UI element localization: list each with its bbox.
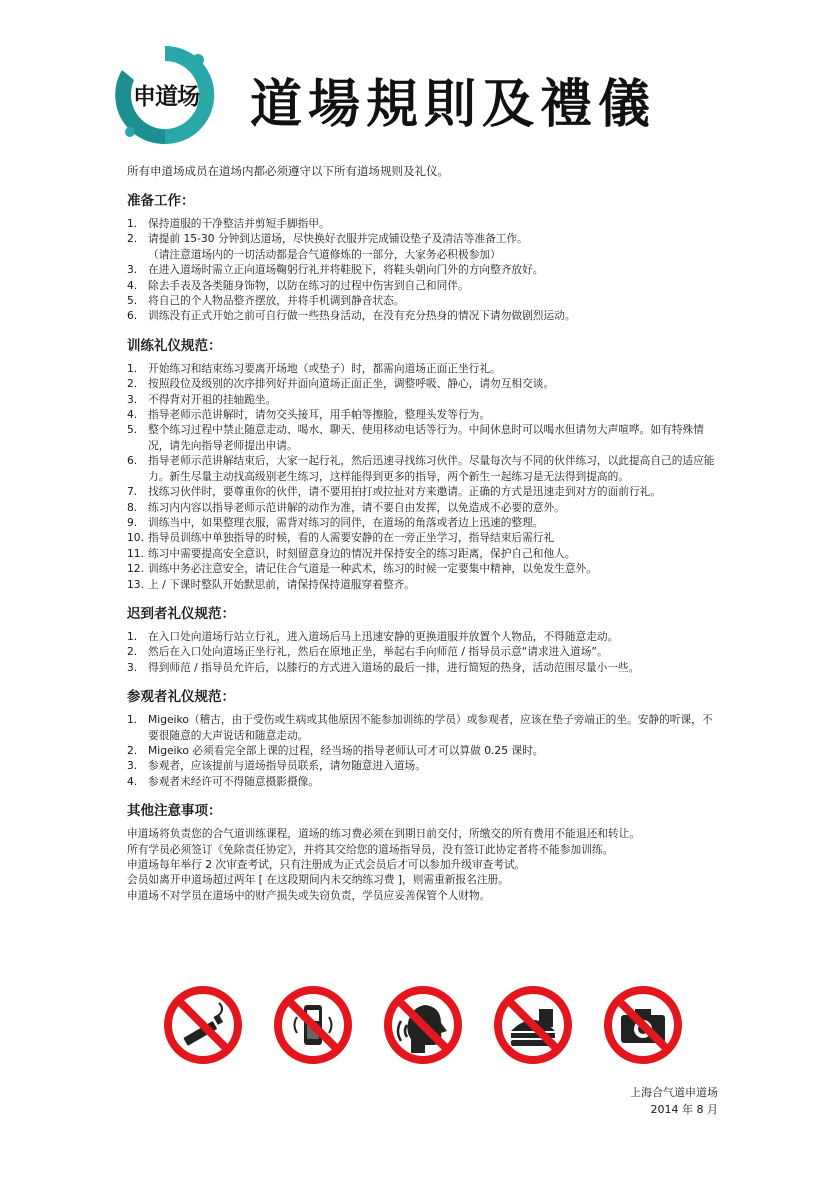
rule-number: 10. <box>127 531 144 545</box>
rule-item <box>127 629 717 644</box>
rule-text: 按照段位及级别的次序排列好并面向道场正面正坐，调整呼吸、静心，请勿互相交谈。 <box>148 377 555 391</box>
rule-text: 上 / 下课时整队开始默思前，请保持保持道服穿着整齐。 <box>148 577 415 591</box>
rule-text: 然后在入口处向道场正坐行礼，然后在原地正坐，举起右手向师范 / 指导员示意“请求进入道场”。 <box>148 645 608 659</box>
rule-text: 训练当中，如果整理衣服，需背对练习的同伴，在道场的角落或者边上迅速的整理。 <box>148 515 544 529</box>
no-phone-icon <box>273 985 353 1065</box>
rule-item <box>127 262 717 277</box>
rule-item <box>127 216 717 231</box>
logo-text: 申道场 <box>133 83 199 110</box>
footer-org: 上海合气道申道场 <box>630 1086 718 1099</box>
rule-text: 指导员训练中单独指导的时候，看的人需要安静的在一旁正坐学习，指导结束后需行礼 <box>148 531 555 545</box>
footer <box>630 1084 718 1118</box>
section-title: 迟到者礼仪规范： <box>127 605 235 622</box>
rule-list <box>127 712 717 789</box>
rule-number: 3. <box>127 263 138 277</box>
rule-text: 训练中务必注意安全，请记住合气道是一种武术，练习的时候一定要集中精神，以免发生意外。 <box>148 562 597 576</box>
rule-number: 2. <box>127 232 138 246</box>
rule-item <box>127 743 717 758</box>
rule-number: 6. <box>127 309 138 323</box>
rule-item <box>127 774 717 789</box>
rule-number: 1. <box>127 629 138 643</box>
rule-item <box>127 500 717 515</box>
rule-text: 在进入道场时需立正向道场鞠躬行礼并将鞋脱下，将鞋头朝向门外的方向整齐放好。 <box>148 263 544 277</box>
rule-item <box>127 231 717 262</box>
rule-number: 4. <box>127 774 138 788</box>
notes-title: 其他注意事项： <box>127 803 222 820</box>
rule-text: 得到师范 / 指导员允许后，以膝行的方式进入道场的最后一排，进行简短的热身，活动范围尽量小一些。 <box>148 660 640 674</box>
rule-number: 7. <box>127 485 138 499</box>
rule-list <box>127 629 717 675</box>
rule-item <box>127 361 717 376</box>
rule-number: 3. <box>127 660 138 674</box>
rule-number: 11. <box>127 546 144 560</box>
rule-item <box>127 293 717 308</box>
rule-item <box>127 376 717 391</box>
page-title: 道場規則及禮儀 <box>250 74 657 135</box>
rule-item <box>127 392 717 407</box>
rule-item <box>127 546 717 561</box>
rule-number: 9. <box>127 515 138 529</box>
rule-item <box>127 278 717 293</box>
rule-number: 2. <box>127 377 138 391</box>
rule-text: 除去手表及各类随身饰物，以防在练习的过程中伤害到自己和同伴。 <box>148 278 469 292</box>
section-title: 准备工作： <box>127 193 195 209</box>
rule-number: 2. <box>127 645 138 659</box>
prohibition-signs <box>163 985 683 1067</box>
rule-item <box>127 308 717 323</box>
no-food-icon <box>493 985 573 1065</box>
rule-item <box>127 577 717 592</box>
rule-number: 2. <box>127 743 138 757</box>
rule-text: 指导老师示范讲解时，请勿交头接耳，用手帕等擦脸，整理头发等行为。 <box>148 408 491 422</box>
rule-item <box>127 484 717 499</box>
rule-number: 1. <box>127 361 138 375</box>
rule-item <box>127 515 717 530</box>
rule-text: Migeiko 必须看完全部上课的过程，经当场的指导老师认可才可以算做 0.25 课时。 <box>148 743 544 757</box>
rule-text: 保持道服的干净整洁并剪短手脚指甲。 <box>148 217 330 230</box>
dojo-logo <box>110 40 220 150</box>
footer-date: 2014 年 8 月 <box>650 1103 718 1116</box>
no-noise-icon <box>383 985 463 1065</box>
intro-text: 所有申道场成员在道场内都必须遵守以下所有道场规则及礼仪。 <box>127 164 449 178</box>
rule-item <box>127 530 717 545</box>
rule-text: 不得背对开祖的挂轴跪坐。 <box>148 392 277 406</box>
note-line: 申道场将负责您的合气道训练课程，道场的练习费必须在到期日前交付，所缴交的所有费用不能退还和转让。 <box>127 827 641 841</box>
note-line: 会员如离开申道场超过两年 [ 在这段期间内未交纳练习费 ]，则需重新报名注册。 <box>127 873 509 887</box>
rule-item <box>127 712 717 743</box>
rule-list <box>127 216 717 324</box>
rule-number: 1. <box>127 713 138 727</box>
rule-item <box>127 561 717 576</box>
rule-number: 1. <box>127 217 138 230</box>
rule-item <box>127 407 717 422</box>
rule-number: 8. <box>127 500 138 514</box>
rule-item <box>127 453 717 484</box>
rule-number: 5. <box>127 423 138 437</box>
rule-list <box>127 361 717 592</box>
section-title: 训练礼仪规范： <box>127 337 222 354</box>
rule-number: 4. <box>127 278 138 292</box>
rule-number: 13. <box>127 577 144 591</box>
rules-content <box>127 163 717 903</box>
rule-section <box>127 192 717 324</box>
rule-number: 3. <box>127 392 138 406</box>
note-line: 申道场每年举行 2 次审查考试，只有注册成为正式会员后才可以参加升级审查考试。 <box>127 858 526 871</box>
rule-item <box>127 644 717 659</box>
rule-section <box>127 688 717 789</box>
rule-text: 参观者，应该提前与道场指导员联系，请勿随意进入道场。 <box>148 759 426 773</box>
rule-text: 请提前 15-30 分钟到达道场，尽快换好衣服并完成铺设垫子及清洁等准备工作。 （请注意道场内的一切活动都是合气道修炼的一部分，大家务必积极参加） <box>148 232 528 261</box>
rule-text: 练习中需要提高安全意识，时刻留意身边的情况并保持安全的练习距离，保护自己和他人。 <box>148 546 576 560</box>
rule-text: 开始练习和结束练习要离开场地（或垫子）时，都需向道场正面正坐行礼。 <box>148 361 501 375</box>
rule-item <box>127 422 717 453</box>
rule-text: 找练习伙伴时，要尊重你的伙伴，请不要用拍打或拉扯对方来邀请。正确的方式是迅速走到对方的面前行礼。 <box>148 485 662 499</box>
rule-text: 在入口处向道场行站立行礼，进入道场后马上迅速安静的更换道服并放置个人物品，不得随意走动。 <box>148 629 619 643</box>
notes-lines <box>127 826 717 903</box>
rule-number: 6. <box>127 454 138 468</box>
rule-sections <box>127 192 717 789</box>
rule-text: 练习内内容以指导老师示范讲解的动作为准，请不要自由发挥，以免造成不必要的意外。 <box>148 500 565 514</box>
note-line: 申道场不对学员在道场中的财产损失或失窃负责，学员应妥善保管个人财物。 <box>127 888 491 902</box>
rule-text: 训练没有正式开始之前可自行做一些热身活动，在没有充分热身的情况下请勿做剧烈运动。 <box>148 309 576 323</box>
rule-number: 3. <box>127 759 138 773</box>
section-title: 参观者礼仪规范： <box>127 689 235 706</box>
no-camera-icon <box>603 985 683 1065</box>
rule-item <box>127 660 717 675</box>
rule-section <box>127 337 717 592</box>
no-smoking-icon <box>163 985 243 1065</box>
header <box>110 40 750 150</box>
rule-number: 12. <box>127 562 144 576</box>
rule-text: 指导老师示范讲解结束后，大家一起行礼，然后迅速寻找练习伙伴。尽量每次与不同的伙伴练习，以此提高自己的适应能力。新生尽量主动找高级别老生练习，这样能得到更多的指导，两个新生一起练习是无法得到提高的。 <box>148 454 715 483</box>
rule-number: 5. <box>127 294 138 308</box>
rule-item <box>127 758 717 773</box>
rule-text: 将自己的个人物品整齐摆放，并将手机调到静音状态。 <box>148 294 405 308</box>
rule-text: 参观者未经许可不得随意摄影摄像。 <box>148 774 320 788</box>
rule-number: 4. <box>127 408 138 422</box>
notes-section <box>127 802 717 903</box>
note-line: 所有学员必须签订《免除责任协定》，并将其交给您的道场指导员，没有签订此协定者将不能参加训练。 <box>127 842 614 856</box>
rule-section <box>127 605 717 675</box>
rule-text: 整个练习过程中禁止随意走动、喝水、聊天、使用移动电话等行为。中间休息时可以喝水但请勿大声喧哗。如有特殊情况，请先向指导老师提出申请。 <box>148 423 704 452</box>
rule-text: Migeiko（稽古，由于受伤或生病或其他原因不能参加训练的学员）或参观者，应该在垫子旁端正的坐。安静的听课，不要很随意的大声说话和随意走动。 <box>148 713 713 742</box>
